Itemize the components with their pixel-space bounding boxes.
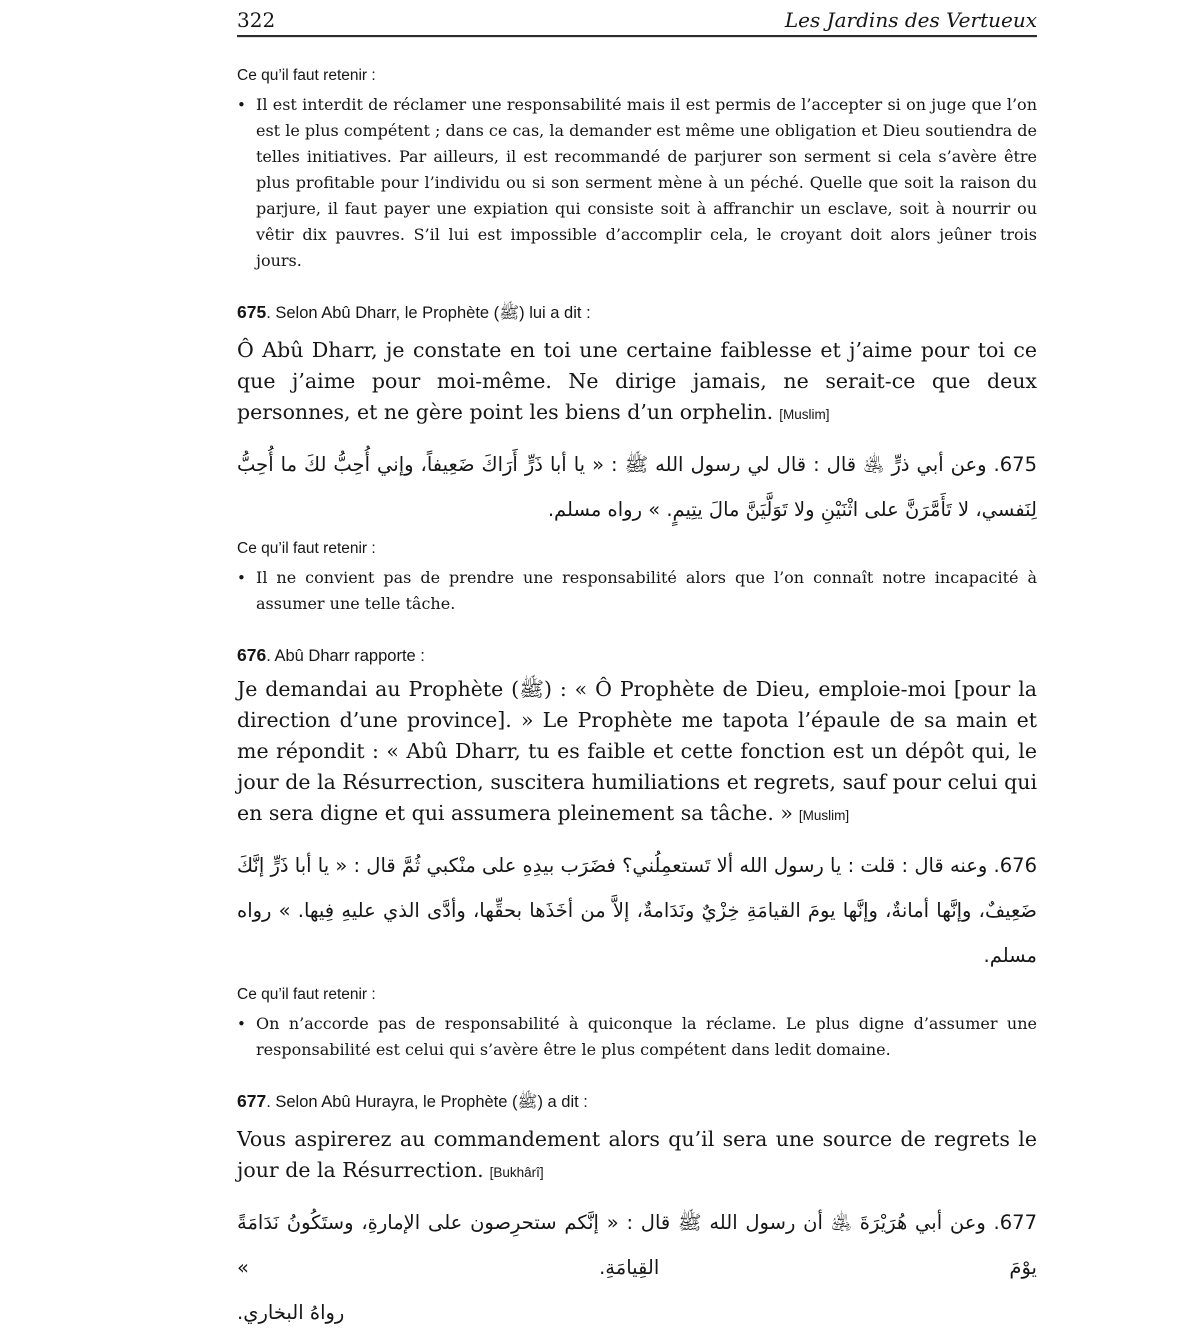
hadith-number: 675 <box>237 302 267 322</box>
hadith-heading <box>237 645 1037 666</box>
retenir-item <box>237 92 1037 274</box>
retenir-label: Ce qu’il faut retenir : <box>237 986 376 1003</box>
page-number: 322 <box>237 8 276 32</box>
hadith-intro: . Selon Abû Hurayra, le Prophète (ﷺ) a dit : <box>266 1093 588 1111</box>
hadith-number: 676 <box>237 645 267 665</box>
hadith-arabic: 677. وعن أبي هُرَيْرَةَ ﵁ أن رسول الله ﷺ قال : « إنَّكم ستحرِصون على الإمارةِ، وستَكُونُ نَدَامَةً يوْمَ القِيامَةِ. » <box>237 1211 1037 1279</box>
retenir-block-1 <box>237 67 1037 274</box>
retenir-text: Il ne convient pas de prendre une responsabilité alors que l’on connaît notre incapacité à assumer une telle tâche. <box>256 568 1037 613</box>
hadith-heading <box>237 302 1037 327</box>
retenir-block-3 <box>237 986 1037 1063</box>
hadith-intro: . Abû Dharr rapporte : <box>266 647 425 665</box>
hadith-body <box>237 674 1037 831</box>
hadith-translation: Je demandai au Prophète (ﷺ) : « Ô Prophète de Dieu, emploie-moi [pour la direction d’une province]. » Le Prophète me tapota l’épaule de sa main et me répondit : « Abû Dharr, tu es faible et cette fonction est un dépôt qui, le jour de la Résurrection, suscitera humiliations et regrets, sauf pour celui qui en sera digne et qui assumera pleinement sa tâche. » <box>237 677 1037 825</box>
bullet-icon: • <box>237 569 246 587</box>
page-header <box>237 0 1037 32</box>
retenir-label: Ce qu’il faut retenir : <box>237 67 376 84</box>
hadith-body <box>237 1124 1037 1188</box>
header-rule <box>237 35 1037 37</box>
hadith-intro: . Selon Abû Dharr, le Prophète (ﷺ) lui a dit : <box>266 304 591 322</box>
hadith-677 <box>237 1091 1037 1330</box>
hadith-arabic-attribution: رواهُ البخاري. <box>237 1301 345 1324</box>
hadith-676 <box>237 645 1037 978</box>
hadith-675 <box>237 302 1037 532</box>
bullet-icon: • <box>237 1015 246 1033</box>
source-tag: [Muslim] <box>798 808 850 823</box>
hadith-arabic: 676. وعنه قال : قلت : يا رسول الله ألا تَستعمِلُني؟ فضَرَب بيدِهِ على منْكبي ثُمَّ قال : « يا أبا ذَرٍّ إنَّكَ ضَعِيفٌ، وإنَّها أمانةٌ، وإنَّها يومَ القيامَةِ خِزْيٌ ونَدَامةٌ، إلاَّ من أخَذَها بحقِّها، وأدَّى الذي عليهِ فِيها. » رواه مسلم. <box>237 854 1037 967</box>
running-title: Les Jardins des Vertueux <box>784 8 1037 32</box>
hadith-translation: Ô Abû Dharr, je constate en toi une certaine faiblesse et j’aime pour toi ce que j’aime pour moi-même. Ne dirige jamais, ne serait-ce que deux personnes, et ne gère point les biens d’un orphelin. <box>237 338 1037 424</box>
page-content <box>237 0 1037 1330</box>
bullet-icon: • <box>237 96 246 114</box>
retenir-item <box>237 565 1037 617</box>
retenir-item <box>237 1011 1037 1063</box>
retenir-block-2 <box>237 540 1037 617</box>
hadith-translation: Vous aspirerez au commandement alors qu’il sera une source de regrets le jour de la Résurrection. <box>237 1127 1037 1182</box>
source-tag: [Bukhârî] <box>489 1165 544 1180</box>
hadith-number: 677 <box>237 1091 267 1111</box>
retenir-label: Ce qu’il faut retenir : <box>237 540 376 557</box>
source-tag: [Muslim] <box>779 407 830 422</box>
hadith-arabic: 675. وعن أبي ذرٍّ ﵁ قال : قال لي رسول الله ﷺ : « يا أبا ذَرٍّ أَرَاكَ ضَعِيفاً، وإني أُحِبُّ لكَ ما أُحِبُّ لِنَفسي، لا تَأَمَّرَنَّ على اثْنَيْنِ ولا تَوَلَّيَنَّ مالَ يتِيمٍ. » رواه مسلم. <box>237 453 1037 521</box>
retenir-text: On n’accorde pas de responsabilité à quiconque la réclame. Le plus digne d’assumer une responsabilité est celui qui s’avère être le plus compétent dans ledit domaine. <box>256 1014 1037 1059</box>
hadith-body <box>237 335 1037 430</box>
hadith-heading <box>237 1091 1037 1116</box>
retenir-text: Il est interdit de réclamer une responsabilité mais il est permis de l’accepter si on juge que l’on est le plus compétent ; dans ce cas, la demander est même une obligation et Dieu soutiendra de telles initiatives. Par ailleurs, il est recommandé de parjurer son serment si cela s’avère être plus profitable pour l’individu ou si son serment mène à un péché. Quelle que soit la raison du parjure, il faut payer une expiation qui consiste soit à affranchir un esclave, soit à nourrir ou vêtir dix pauvres. S’il lui est impossible d’accomplir cela, le croyant doit alors jeûner trois jours. <box>256 95 1037 270</box>
